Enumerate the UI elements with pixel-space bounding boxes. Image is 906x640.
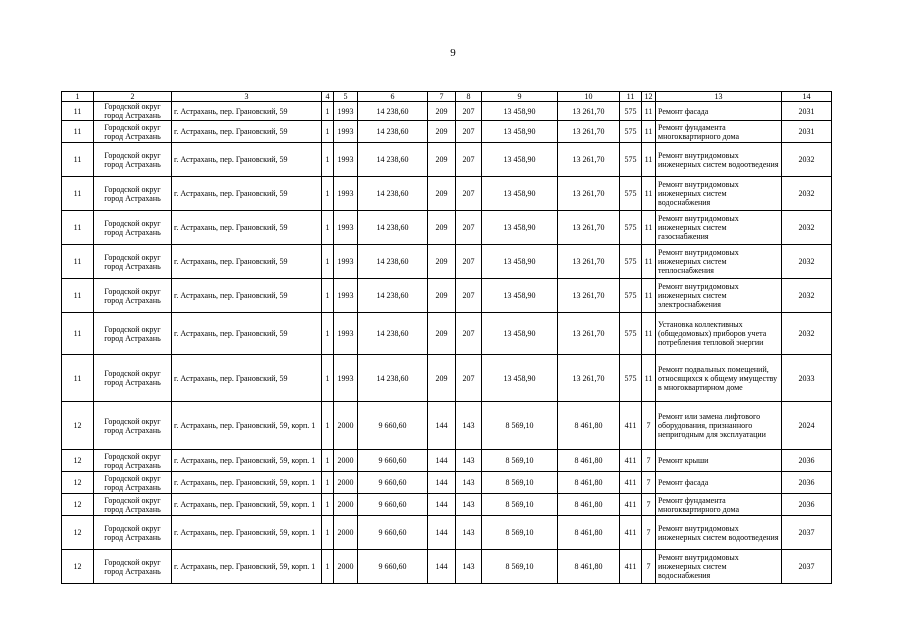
table-row — [62, 550, 832, 584]
cell-municipality: Городской округ город Астрахань — [94, 143, 172, 177]
cell-c7: 144 — [428, 402, 456, 450]
cell-c9: 8 569,10 — [482, 450, 558, 472]
cell-municipality: Городской округ город Астрахань — [94, 516, 172, 550]
cell-plan-year: 2032 — [782, 313, 832, 355]
cell-c9: 13 458,90 — [482, 313, 558, 355]
cell-work-type: Ремонт фундамента многоквартирного дома — [656, 494, 782, 516]
cell-c11: 575 — [620, 177, 642, 211]
cell-c8: 207 — [456, 177, 482, 211]
table-row — [62, 402, 832, 450]
cell-year: 1993 — [334, 245, 358, 279]
cell-work-type: Ремонт фасада — [656, 472, 782, 494]
cell-work-type: Ремонт или замена лифтового оборудования, признанного непригодным для эксплуатации — [656, 402, 782, 450]
cell-municipality: Городской округ город Астрахань — [94, 121, 172, 143]
cell-c12: 11 — [642, 355, 656, 402]
cell-work-type: Ремонт внутридомовых инженерных систем электроснабжения — [656, 279, 782, 313]
cell-c10: 13 261,70 — [558, 245, 620, 279]
cell-c4: 1 — [322, 516, 334, 550]
cell-address: г. Астрахань, пер. Грановский, 59, корп. 1 — [172, 402, 322, 450]
cell-address: г. Астрахань, пер. Грановский, 59, корп. 1 — [172, 550, 322, 584]
column-number: 14 — [782, 92, 832, 102]
table-row — [62, 516, 832, 550]
cell-plan-year: 2031 — [782, 121, 832, 143]
cell-c10: 13 261,70 — [558, 313, 620, 355]
cell-area-total: 14 238,60 — [358, 279, 428, 313]
cell-plan-year: 2033 — [782, 355, 832, 402]
column-number: 4 — [322, 92, 334, 102]
cell-c7: 144 — [428, 494, 456, 516]
table-row — [62, 313, 832, 355]
cell-c10: 13 261,70 — [558, 177, 620, 211]
cell-area-total: 14 238,60 — [358, 102, 428, 121]
cell-c8: 207 — [456, 211, 482, 245]
column-number: 9 — [482, 92, 558, 102]
cell-c12: 11 — [642, 102, 656, 121]
cell-municipality: Городской округ город Астрахань — [94, 211, 172, 245]
column-number-row — [62, 92, 832, 102]
cell-number: 11 — [62, 313, 94, 355]
cell-c10: 13 261,70 — [558, 211, 620, 245]
cell-address: г. Астрахань, пер. Грановский, 59 — [172, 143, 322, 177]
cell-c7: 209 — [428, 102, 456, 121]
cell-c12: 11 — [642, 211, 656, 245]
cell-c7: 209 — [428, 279, 456, 313]
cell-c8: 207 — [456, 279, 482, 313]
cell-area-total: 9 660,60 — [358, 494, 428, 516]
cell-c9: 13 458,90 — [482, 211, 558, 245]
cell-municipality: Городской округ город Астрахань — [94, 102, 172, 121]
cell-area-total: 9 660,60 — [358, 472, 428, 494]
cell-plan-year: 2036 — [782, 450, 832, 472]
cell-c9: 13 458,90 — [482, 177, 558, 211]
column-number: 2 — [94, 92, 172, 102]
cell-c7: 209 — [428, 177, 456, 211]
cell-municipality: Городской округ город Астрахань — [94, 245, 172, 279]
cell-c12: 11 — [642, 245, 656, 279]
cell-year: 1993 — [334, 121, 358, 143]
cell-c8: 143 — [456, 516, 482, 550]
table-row — [62, 177, 832, 211]
cell-c7: 144 — [428, 450, 456, 472]
cell-c10: 8 461,80 — [558, 550, 620, 584]
column-number: 5 — [334, 92, 358, 102]
cell-c11: 411 — [620, 472, 642, 494]
cell-year: 1993 — [334, 211, 358, 245]
cell-number: 12 — [62, 402, 94, 450]
cell-number: 12 — [62, 550, 94, 584]
cell-work-type: Ремонт внутридомовых инженерных систем водоотведения — [656, 143, 782, 177]
cell-work-type: Установка коллективных (общедомовых) приборов учета потребления тепловой энергии — [656, 313, 782, 355]
cell-c12: 7 — [642, 516, 656, 550]
cell-plan-year: 2037 — [782, 516, 832, 550]
cell-c12: 7 — [642, 472, 656, 494]
cell-c12: 7 — [642, 494, 656, 516]
table-row — [62, 102, 832, 121]
cell-c10: 13 261,70 — [558, 121, 620, 143]
cell-municipality: Городской округ город Астрахань — [94, 550, 172, 584]
cell-c11: 575 — [620, 121, 642, 143]
cell-c10: 8 461,80 — [558, 516, 620, 550]
table-row — [62, 355, 832, 402]
cell-plan-year: 2036 — [782, 494, 832, 516]
cell-number: 11 — [62, 102, 94, 121]
cell-c4: 1 — [322, 402, 334, 450]
column-number: 7 — [428, 92, 456, 102]
cell-c8: 207 — [456, 102, 482, 121]
cell-municipality: Городской округ город Астрахань — [94, 355, 172, 402]
cell-c7: 144 — [428, 550, 456, 584]
cell-c11: 411 — [620, 550, 642, 584]
cell-year: 1993 — [334, 102, 358, 121]
table-row — [62, 450, 832, 472]
column-number: 12 — [642, 92, 656, 102]
cell-area-total: 9 660,60 — [358, 550, 428, 584]
cell-area-total: 9 660,60 — [358, 450, 428, 472]
cell-municipality: Городской округ город Астрахань — [94, 313, 172, 355]
cell-year: 2000 — [334, 472, 358, 494]
cell-c10: 13 261,70 — [558, 102, 620, 121]
cell-area-total: 14 238,60 — [358, 211, 428, 245]
cell-c4: 1 — [322, 494, 334, 516]
cell-plan-year: 2032 — [782, 143, 832, 177]
cell-c11: 575 — [620, 245, 642, 279]
cell-address: г. Астрахань, пер. Грановский, 59, корп. 1 — [172, 472, 322, 494]
cell-c8: 207 — [456, 245, 482, 279]
cell-year: 2000 — [334, 550, 358, 584]
cell-plan-year: 2032 — [782, 211, 832, 245]
cell-c10: 8 461,80 — [558, 450, 620, 472]
cell-area-total: 9 660,60 — [358, 516, 428, 550]
cell-c4: 1 — [322, 211, 334, 245]
cell-c12: 11 — [642, 177, 656, 211]
cell-c4: 1 — [322, 121, 334, 143]
column-number: 1 — [62, 92, 94, 102]
cell-c4: 1 — [322, 450, 334, 472]
cell-address: г. Астрахань, пер. Грановский, 59 — [172, 177, 322, 211]
cell-c8: 207 — [456, 121, 482, 143]
column-number: 8 — [456, 92, 482, 102]
cell-work-type: Ремонт фундамента многоквартирного дома — [656, 121, 782, 143]
cell-c8: 143 — [456, 494, 482, 516]
cell-address: г. Астрахань, пер. Грановский, 59 — [172, 211, 322, 245]
cell-c11: 575 — [620, 102, 642, 121]
cell-c12: 11 — [642, 143, 656, 177]
table-row — [62, 472, 832, 494]
column-number: 3 — [172, 92, 322, 102]
cell-c4: 1 — [322, 472, 334, 494]
cell-address: г. Астрахань, пер. Грановский, 59, корп. 1 — [172, 450, 322, 472]
cell-c4: 1 — [322, 143, 334, 177]
cell-year: 1993 — [334, 177, 358, 211]
cell-c4: 1 — [322, 177, 334, 211]
cell-address: г. Астрахань, пер. Грановский, 59 — [172, 279, 322, 313]
column-number: 11 — [620, 92, 642, 102]
cell-plan-year: 2031 — [782, 102, 832, 121]
cell-work-type: Ремонт внутридомовых инженерных систем водоснабжения — [656, 550, 782, 584]
cell-area-total: 14 238,60 — [358, 143, 428, 177]
cell-number: 11 — [62, 177, 94, 211]
capital-repair-table — [61, 91, 832, 584]
cell-address: г. Астрахань, пер. Грановский, 59 — [172, 355, 322, 402]
cell-c7: 209 — [428, 143, 456, 177]
cell-c10: 8 461,80 — [558, 494, 620, 516]
cell-year: 2000 — [334, 450, 358, 472]
cell-plan-year: 2037 — [782, 550, 832, 584]
cell-area-total: 14 238,60 — [358, 245, 428, 279]
cell-work-type: Ремонт крыши — [656, 450, 782, 472]
cell-c4: 1 — [322, 550, 334, 584]
cell-number: 11 — [62, 143, 94, 177]
cell-year: 1993 — [334, 279, 358, 313]
cell-c11: 411 — [620, 402, 642, 450]
cell-c9: 13 458,90 — [482, 121, 558, 143]
cell-area-total: 9 660,60 — [358, 402, 428, 450]
table-row — [62, 143, 832, 177]
table-row — [62, 211, 832, 245]
cell-c4: 1 — [322, 102, 334, 121]
cell-work-type: Ремонт внутридомовых инженерных систем газоснабжения — [656, 211, 782, 245]
cell-c11: 411 — [620, 494, 642, 516]
cell-c7: 144 — [428, 472, 456, 494]
cell-municipality: Городской округ город Астрахань — [94, 472, 172, 494]
cell-plan-year: 2024 — [782, 402, 832, 450]
cell-plan-year: 2032 — [782, 245, 832, 279]
cell-c7: 209 — [428, 211, 456, 245]
cell-c11: 575 — [620, 143, 642, 177]
cell-work-type: Ремонт фасада — [656, 102, 782, 121]
cell-c11: 411 — [620, 516, 642, 550]
cell-c10: 13 261,70 — [558, 355, 620, 402]
cell-municipality: Городской округ город Астрахань — [94, 402, 172, 450]
cell-c4: 1 — [322, 355, 334, 402]
cell-area-total: 14 238,60 — [358, 355, 428, 402]
cell-number: 12 — [62, 450, 94, 472]
cell-address: г. Астрахань, пер. Грановский, 59, корп. 1 — [172, 516, 322, 550]
cell-address: г. Астрахань, пер. Грановский, 59, корп. 1 — [172, 494, 322, 516]
cell-c9: 8 569,10 — [482, 516, 558, 550]
cell-c8: 143 — [456, 472, 482, 494]
cell-year: 2000 — [334, 402, 358, 450]
cell-c11: 575 — [620, 313, 642, 355]
cell-c7: 209 — [428, 245, 456, 279]
cell-municipality: Городской округ город Астрахань — [94, 494, 172, 516]
cell-municipality: Городской округ город Астрахань — [94, 450, 172, 472]
cell-area-total: 14 238,60 — [358, 313, 428, 355]
cell-c8: 143 — [456, 402, 482, 450]
cell-c4: 1 — [322, 279, 334, 313]
cell-c7: 209 — [428, 313, 456, 355]
cell-c9: 8 569,10 — [482, 550, 558, 584]
cell-address: г. Астрахань, пер. Грановский, 59 — [172, 121, 322, 143]
cell-c8: 143 — [456, 550, 482, 584]
cell-c7: 209 — [428, 121, 456, 143]
cell-c9: 8 569,10 — [482, 472, 558, 494]
cell-c12: 7 — [642, 402, 656, 450]
cell-work-type: Ремонт подвальных помещений, относящихся к общему имуществу в многоквартирном доме — [656, 355, 782, 402]
cell-c10: 8 461,80 — [558, 472, 620, 494]
cell-year: 1993 — [334, 143, 358, 177]
cell-address: г. Астрахань, пер. Грановский, 59 — [172, 313, 322, 355]
cell-work-type: Ремонт внутридомовых инженерных систем водоснабжения — [656, 177, 782, 211]
table-row — [62, 494, 832, 516]
cell-c8: 143 — [456, 450, 482, 472]
cell-plan-year: 2032 — [782, 177, 832, 211]
cell-c9: 13 458,90 — [482, 355, 558, 402]
cell-number: 11 — [62, 121, 94, 143]
cell-c11: 575 — [620, 355, 642, 402]
cell-number: 12 — [62, 516, 94, 550]
cell-c8: 207 — [456, 355, 482, 402]
cell-c11: 411 — [620, 450, 642, 472]
cell-plan-year: 2036 — [782, 472, 832, 494]
cell-work-type: Ремонт внутридомовых инженерных систем водоотведения — [656, 516, 782, 550]
cell-c7: 144 — [428, 516, 456, 550]
cell-c12: 7 — [642, 550, 656, 584]
cell-c11: 575 — [620, 211, 642, 245]
cell-c10: 13 261,70 — [558, 143, 620, 177]
cell-c9: 13 458,90 — [482, 143, 558, 177]
column-number: 6 — [358, 92, 428, 102]
cell-year: 1993 — [334, 313, 358, 355]
cell-area-total: 14 238,60 — [358, 121, 428, 143]
cell-number: 11 — [62, 245, 94, 279]
cell-number: 11 — [62, 279, 94, 313]
cell-number: 12 — [62, 472, 94, 494]
cell-number: 12 — [62, 494, 94, 516]
cell-municipality: Городской округ город Астрахань — [94, 279, 172, 313]
cell-number: 11 — [62, 211, 94, 245]
cell-c4: 1 — [322, 245, 334, 279]
column-number: 10 — [558, 92, 620, 102]
cell-c12: 7 — [642, 450, 656, 472]
cell-c9: 13 458,90 — [482, 245, 558, 279]
cell-address: г. Астрахань, пер. Грановский, 59 — [172, 245, 322, 279]
cell-year: 1993 — [334, 355, 358, 402]
cell-c12: 11 — [642, 121, 656, 143]
cell-c9: 8 569,10 — [482, 402, 558, 450]
cell-year: 2000 — [334, 516, 358, 550]
cell-area-total: 14 238,60 — [358, 177, 428, 211]
cell-c10: 13 261,70 — [558, 279, 620, 313]
cell-c9: 13 458,90 — [482, 102, 558, 121]
cell-c8: 207 — [456, 313, 482, 355]
cell-year: 2000 — [334, 494, 358, 516]
cell-plan-year: 2032 — [782, 279, 832, 313]
table-row — [62, 121, 832, 143]
cell-c10: 8 461,80 — [558, 402, 620, 450]
cell-c9: 13 458,90 — [482, 279, 558, 313]
cell-address: г. Астрахань, пер. Грановский, 59 — [172, 102, 322, 121]
cell-c7: 209 — [428, 355, 456, 402]
table-row — [62, 279, 832, 313]
cell-c12: 11 — [642, 279, 656, 313]
cell-work-type: Ремонт внутридомовых инженерных систем теплоснабжения — [656, 245, 782, 279]
column-number: 13 — [656, 92, 782, 102]
cell-c11: 575 — [620, 279, 642, 313]
cell-number: 11 — [62, 355, 94, 402]
cell-c9: 8 569,10 — [482, 494, 558, 516]
cell-c4: 1 — [322, 313, 334, 355]
page-number: 9 — [450, 47, 456, 59]
cell-municipality: Городской округ город Астрахань — [94, 177, 172, 211]
table-row — [62, 245, 832, 279]
cell-c8: 207 — [456, 143, 482, 177]
cell-c12: 11 — [642, 313, 656, 355]
